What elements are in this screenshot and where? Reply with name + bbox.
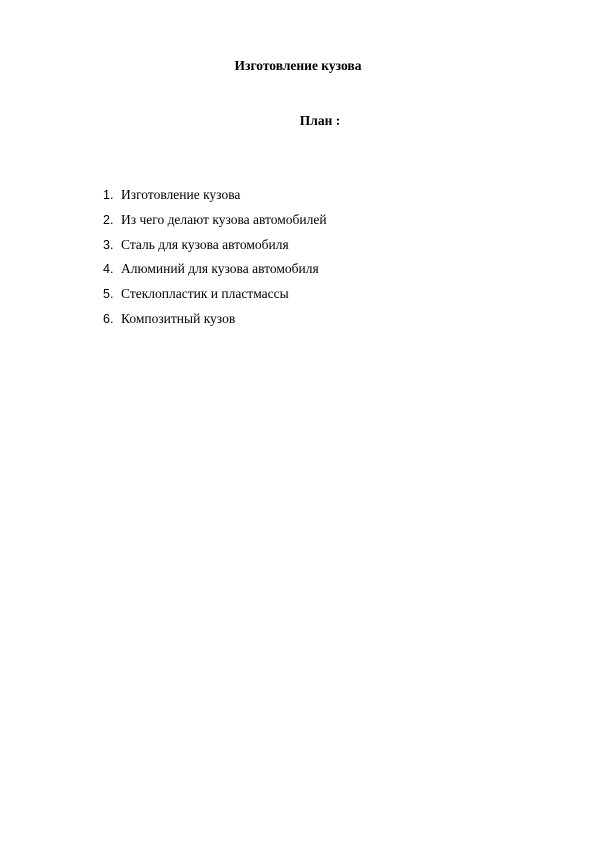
list-item-number: 4. bbox=[103, 262, 114, 277]
list-item-number: 1. bbox=[103, 188, 114, 202]
list-item-number: 2. bbox=[103, 212, 114, 227]
list-item-text: Стеклопластик и пластмассы bbox=[121, 286, 289, 302]
list-item bbox=[103, 185, 327, 210]
list-item bbox=[103, 259, 327, 284]
list-item-text: Сталь для кузова автомобиля bbox=[121, 236, 289, 252]
list-item-number: 6. bbox=[103, 311, 114, 326]
list-item bbox=[103, 284, 327, 309]
list-item-text: Изготовление кузова bbox=[121, 187, 241, 202]
plan-list bbox=[103, 185, 327, 334]
list-item bbox=[103, 309, 327, 334]
list-item-text: Алюминий для кузова автомобиля bbox=[121, 261, 319, 277]
list-item bbox=[103, 235, 327, 260]
list-item-number: 3. bbox=[103, 237, 114, 252]
document-title: Изготовление кузова bbox=[234, 58, 362, 73]
list-item bbox=[103, 210, 327, 235]
list-item-text: Из чего делают кузова автомобилей bbox=[121, 211, 327, 227]
list-item-text: Композитный кузов bbox=[121, 310, 236, 326]
list-item-number: 5. bbox=[103, 287, 114, 302]
plan-heading: План : bbox=[299, 113, 341, 128]
